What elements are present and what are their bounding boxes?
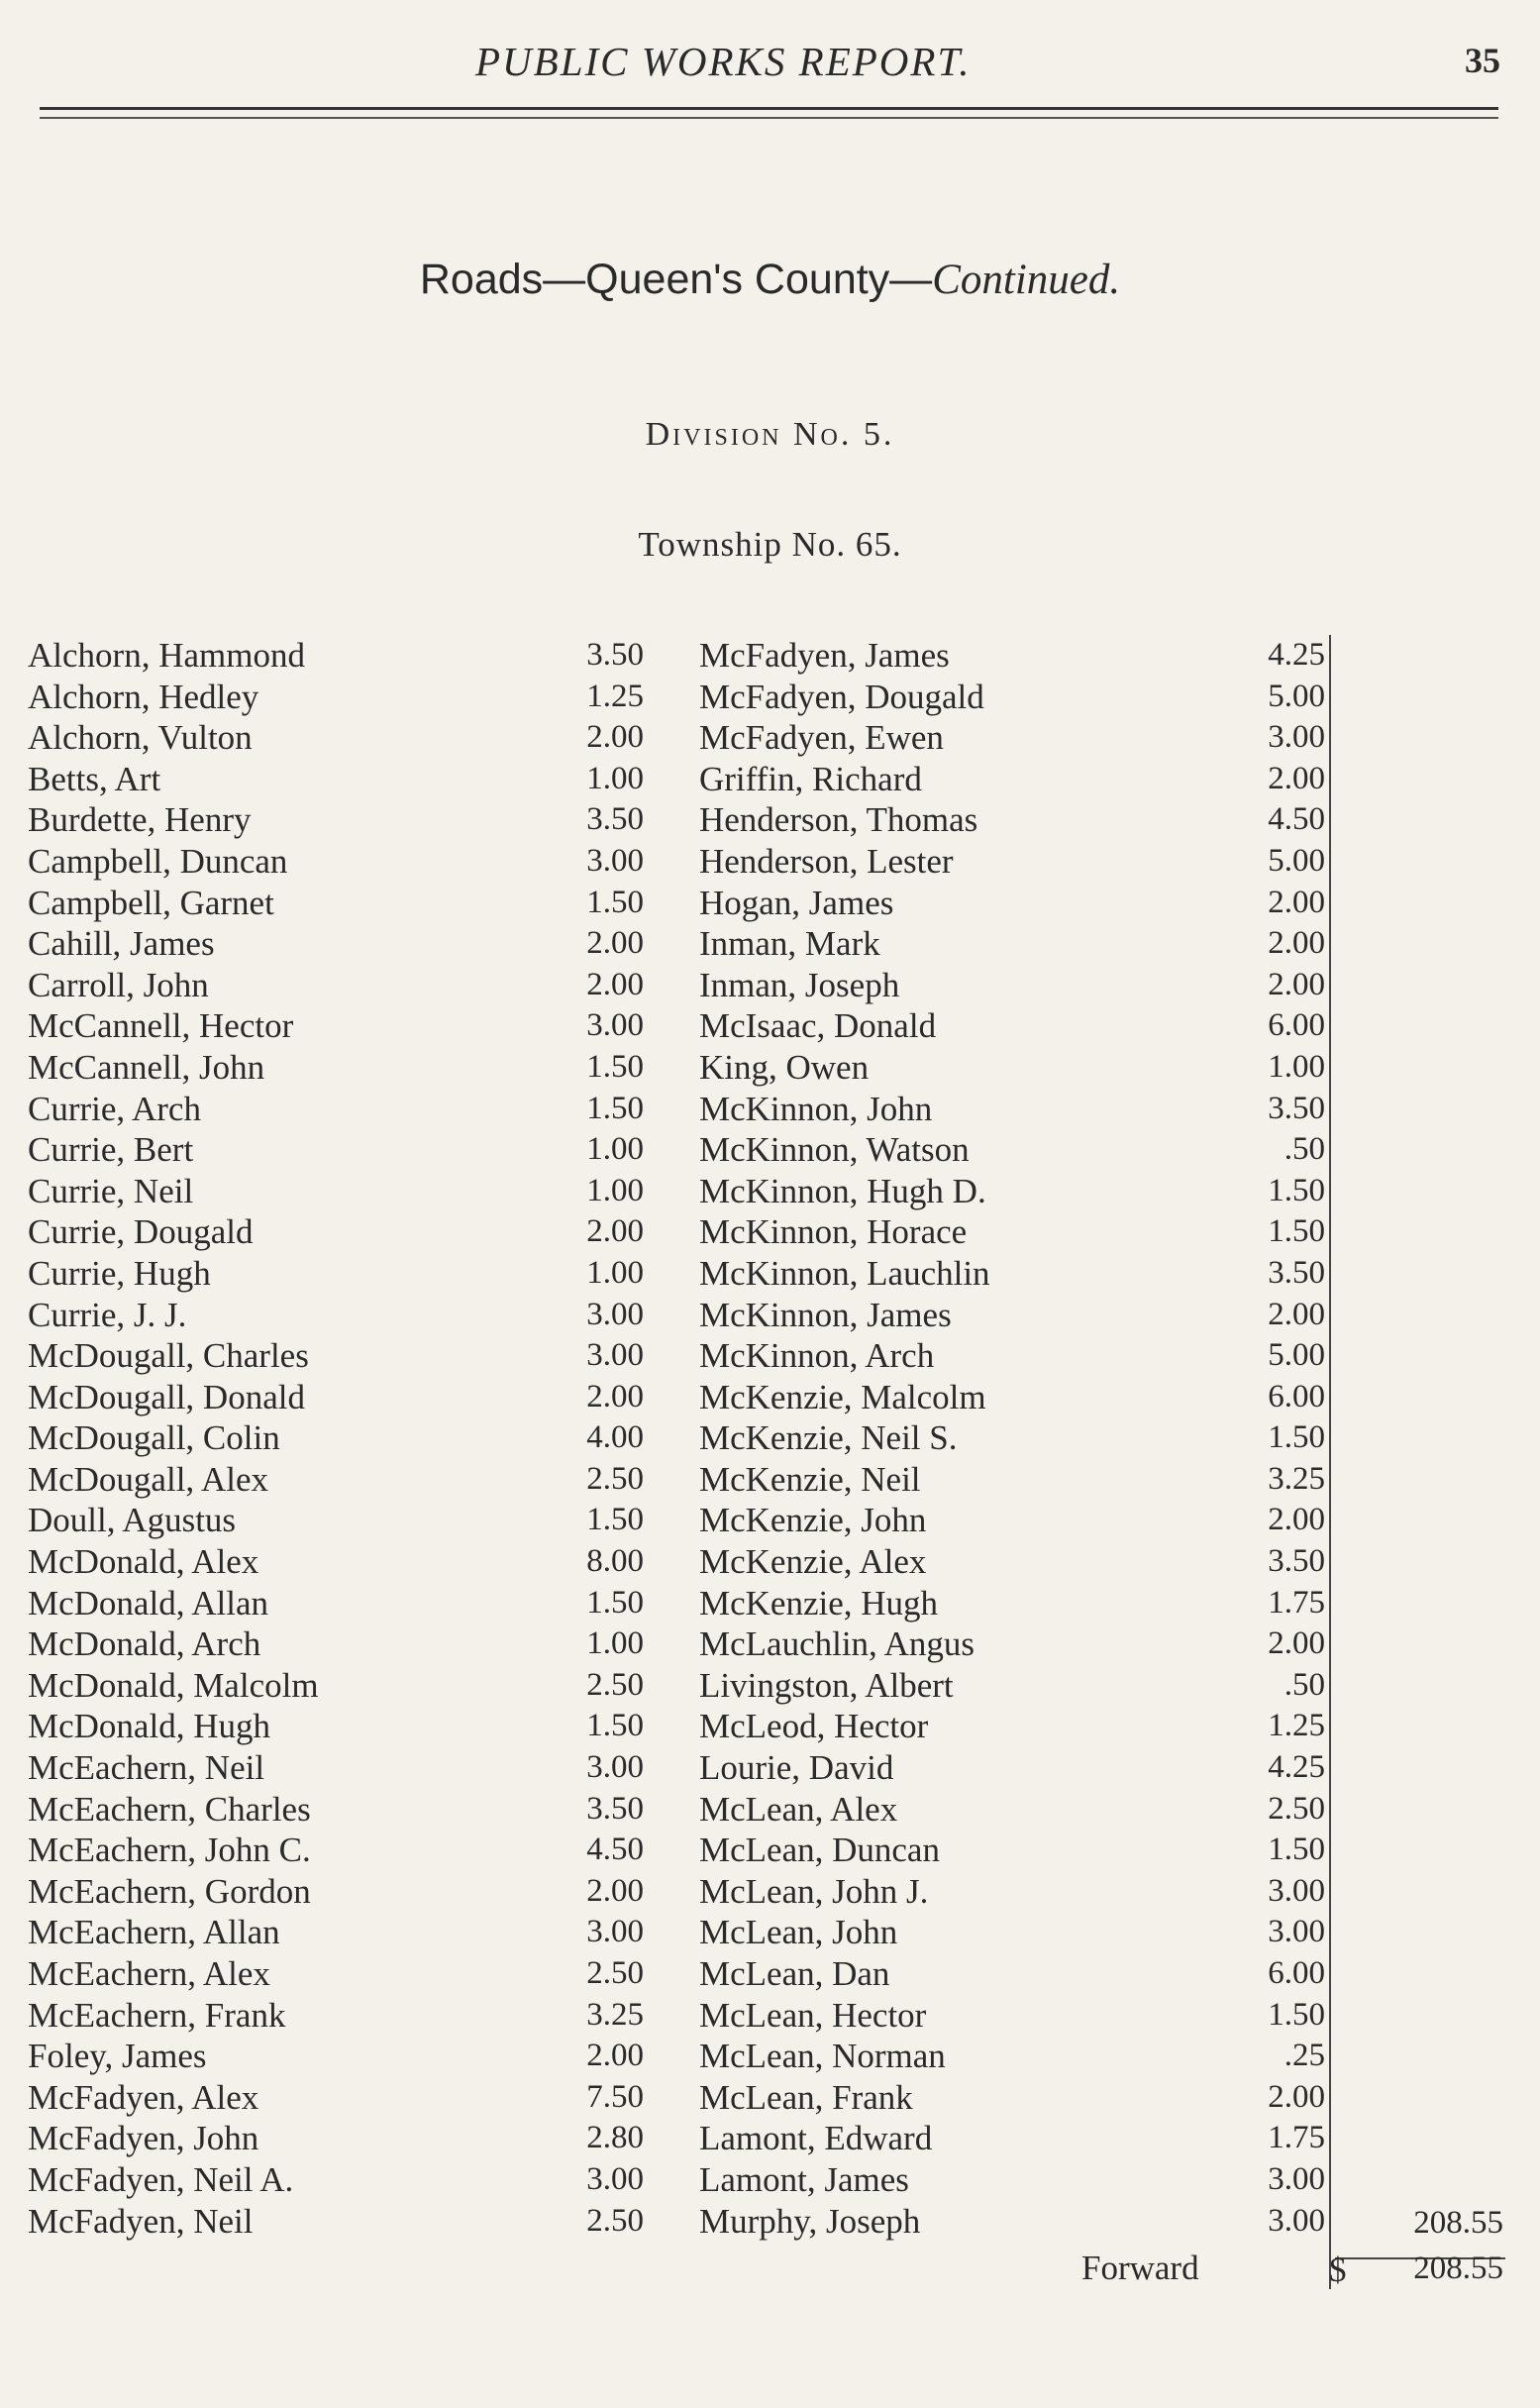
entry-amount: 3.50 <box>586 801 644 838</box>
entry-amount: 2.50 <box>1268 1790 1325 1827</box>
entry-amount: 1.00 <box>586 1254 644 1291</box>
entry-amount: 2.00 <box>1268 925 1325 962</box>
entry-name: Alchorn, Hedley <box>28 677 259 716</box>
entry-name: McKenzie, Hugh <box>699 1583 939 1623</box>
entry-amount: 3.00 <box>1268 1914 1325 1950</box>
entry-name: McKinnon, Horace <box>699 1212 968 1252</box>
entry-name: McEachern, John C. <box>28 1831 311 1870</box>
entry-name: McKenzie, Neil S. <box>699 1418 958 1458</box>
amount-column-rule <box>1329 635 1331 2289</box>
entry-amount: 5.00 <box>1268 842 1325 879</box>
entry-name: Inman, Mark <box>699 924 880 964</box>
entry-name: King, Owen <box>699 1047 870 1087</box>
section-title-main: Roads—Queen's County— <box>419 256 933 303</box>
entry-name: McFadyen, Neil <box>28 2201 254 2241</box>
entry-amount: 4.25 <box>1268 1749 1325 1786</box>
entry-name: Carroll, John <box>28 965 209 1004</box>
right-names-column <box>699 635 1254 2242</box>
entry-name: Currie, Neil <box>28 1171 194 1210</box>
entry-amount: 4.50 <box>1268 801 1325 838</box>
forward-label: Forward <box>1081 2249 1199 2287</box>
entry-amount: 1.50 <box>586 1090 644 1126</box>
entry-name: McLauchlin, Angus <box>699 1624 975 1664</box>
entry-amount: 5.00 <box>1268 678 1325 714</box>
entry-amount: 3.25 <box>586 1996 644 2033</box>
division-heading: Division No. 5. <box>645 416 895 453</box>
entry-name: Currie, Bert <box>28 1130 194 1170</box>
entry-amount: 2.80 <box>586 2120 644 2156</box>
entry-amount: 1.00 <box>586 760 644 796</box>
entry-amount: 6.00 <box>1268 1007 1325 1044</box>
entry-name: McLean, Norman <box>699 2037 946 2076</box>
entry-amount: 3.50 <box>586 1790 644 1827</box>
entry-name: McDonald, Malcolm <box>28 1665 319 1705</box>
entry-name: McKenzie, Malcolm <box>699 1377 986 1416</box>
entry-name: McEachern, Allan <box>28 1913 280 1952</box>
entry-name: McFadyen, Alex <box>28 2077 259 2117</box>
left-names-column <box>28 635 543 2242</box>
entry-name: McKinnon, James <box>699 1295 952 1334</box>
entry-name: McLean, Hector <box>699 1995 927 2035</box>
entry-amount: 4.00 <box>586 1419 644 1456</box>
entry-name: McLean, Dan <box>699 1954 890 1993</box>
entry-amount: 1.00 <box>586 1625 644 1662</box>
entry-name: McDonald, Allan <box>28 1583 269 1623</box>
entry-name: Currie, Arch <box>28 1089 201 1128</box>
entry-amount: 2.00 <box>1268 1502 1325 1538</box>
entry-amount: 6.00 <box>1268 1378 1325 1414</box>
section-title-continued: Continued. <box>932 257 1121 303</box>
entry-amount: 2.00 <box>1268 966 1325 1002</box>
entry-amount: 1.50 <box>586 1708 644 1744</box>
entry-amount: 2.00 <box>1268 1296 1325 1332</box>
entry-amount: 2.50 <box>586 2202 644 2239</box>
entry-name: McEachern, Charles <box>28 1789 311 1829</box>
entry-name: Alchorn, Vulton <box>28 718 253 758</box>
entry-amount: 3.00 <box>1268 719 1325 756</box>
entry-name: McEachern, Neil <box>28 1748 265 1788</box>
entry-amount: 3.50 <box>1268 1543 1325 1580</box>
subtotal-amount: 208.55 <box>1413 2205 1503 2241</box>
entry-name: McDonald, Arch <box>28 1624 261 1664</box>
running-head <box>0 38 1540 97</box>
entry-amount: 3.50 <box>586 637 644 673</box>
entry-amount: 1.75 <box>1268 2120 1325 2156</box>
entry-name: Lamont, James <box>699 2159 909 2199</box>
left-amounts-column <box>555 635 644 2242</box>
entry-amount: 3.00 <box>1268 1872 1325 1909</box>
entry-amount: 3.00 <box>586 1007 644 1044</box>
entry-name: McKinnon, Arch <box>699 1336 935 1376</box>
entry-name: McDougall, Charles <box>28 1336 309 1376</box>
entry-name: McKenzie, Alex <box>699 1542 927 1582</box>
entry-name: Lourie, David <box>699 1748 894 1788</box>
section-title <box>0 256 1540 304</box>
entry-name: McKinnon, Watson <box>699 1130 970 1170</box>
entry-amount: 3.00 <box>1268 2160 1325 2197</box>
entry-amount: 2.00 <box>586 1213 644 1250</box>
entry-amount: 1.50 <box>1268 1832 1325 1868</box>
township-heading: Township No. 65. <box>638 525 902 564</box>
entry-amount: 3.00 <box>586 1337 644 1374</box>
entry-amount: 3.00 <box>1268 2202 1325 2239</box>
entry-amount: 3.00 <box>586 1749 644 1786</box>
entry-name: McLean, John J. <box>699 1871 929 1911</box>
entry-amount: 2.00 <box>1268 1625 1325 1662</box>
entry-amount: 3.00 <box>586 2160 644 2197</box>
entry-name: Doull, Agustus <box>28 1501 237 1540</box>
entry-amount: 7.50 <box>586 2078 644 2115</box>
entry-amount: 3.00 <box>586 842 644 879</box>
entry-name: McLean, Duncan <box>699 1831 940 1870</box>
right-amounts-column <box>1208 635 1325 2242</box>
header-rule-secondary <box>40 117 1498 119</box>
entry-name: Burdette, Henry <box>28 800 252 840</box>
entry-amount: 3.00 <box>586 1296 644 1332</box>
entry-name: McFadyen, Ewen <box>699 718 944 758</box>
entry-name: McLean, Frank <box>699 2077 913 2117</box>
entry-amount: 1.25 <box>1268 1708 1325 1744</box>
entry-amount: 1.00 <box>586 1172 644 1208</box>
entry-name: Cahill, James <box>28 924 215 964</box>
currency-symbol: $ <box>1329 2251 1347 2289</box>
entry-amount: 1.50 <box>1268 1213 1325 1250</box>
entry-amount: 3.50 <box>1268 1254 1325 1291</box>
entry-name: Griffin, Richard <box>699 759 922 798</box>
entry-amount: 2.00 <box>1268 760 1325 796</box>
entry-amount: 8.00 <box>586 1543 644 1580</box>
entry-amount: 1.50 <box>1268 1996 1325 2033</box>
entry-name: McKenzie, John <box>699 1501 927 1540</box>
entry-name: McEachern, Gordon <box>28 1871 311 1911</box>
entry-amount: 2.00 <box>586 966 644 1002</box>
entry-amount: 2.00 <box>586 719 644 756</box>
entry-amount: 6.00 <box>1268 1955 1325 1991</box>
entry-amount: 1.50 <box>1268 1419 1325 1456</box>
entry-name: McDonald, Hugh <box>28 1707 270 1746</box>
entry-amount: 2.00 <box>586 1872 644 1909</box>
entry-name: McKinnon, Lauchlin <box>699 1253 990 1293</box>
entry-amount: 2.00 <box>586 1378 644 1414</box>
entry-name: Foley, James <box>28 2037 207 2076</box>
entry-amount: .50 <box>1283 1131 1325 1168</box>
forward-amount: 208.55 <box>1413 2251 1503 2286</box>
entry-name: McLean, Alex <box>699 1789 898 1829</box>
entry-name: McKenzie, Neil <box>699 1459 921 1499</box>
entry-name: McCannell, John <box>28 1047 265 1087</box>
entry-name: McEachern, Alex <box>28 1954 270 1993</box>
entry-name: McKinnon, Hugh D. <box>699 1171 986 1210</box>
entry-name: Currie, Hugh <box>28 1253 211 1293</box>
entry-amount: 1.50 <box>586 1502 644 1538</box>
entry-amount: 1.50 <box>586 884 644 920</box>
entry-amount: 2.50 <box>586 1666 644 1703</box>
entry-amount: 2.00 <box>1268 884 1325 920</box>
entry-amount: 1.75 <box>1268 1584 1325 1621</box>
entry-name: Livingston, Albert <box>699 1665 954 1705</box>
entry-name: Currie, Dougald <box>28 1212 254 1252</box>
entry-name: Murphy, Joseph <box>699 2201 921 2241</box>
entry-amount: 3.25 <box>1268 1460 1325 1497</box>
entry-amount: 2.00 <box>586 2038 644 2074</box>
entry-name: McKinnon, John <box>699 1089 933 1128</box>
entry-amount: 1.50 <box>1268 1172 1325 1208</box>
entry-name: Lamont, Edward <box>699 2119 933 2158</box>
entry-amount: 3.00 <box>586 1914 644 1950</box>
entry-amount: 5.00 <box>1268 1337 1325 1374</box>
entry-name: Campbell, Duncan <box>28 841 288 881</box>
entry-name: McFadyen, James <box>699 636 950 675</box>
entry-name: McFadyen, Dougald <box>699 677 984 716</box>
entry-amount: 2.50 <box>586 1955 644 1991</box>
entry-name: Alchorn, Hammond <box>28 636 305 675</box>
entry-amount: 2.50 <box>586 1460 644 1497</box>
entry-name: Inman, Joseph <box>699 965 900 1004</box>
entry-name: Campbell, Garnet <box>28 883 274 922</box>
entry-name: McEachern, Frank <box>28 1995 286 2035</box>
entry-amount: 2.00 <box>586 925 644 962</box>
entry-amount: 2.00 <box>1268 2078 1325 2115</box>
header-rule <box>40 107 1498 110</box>
entry-name: McFadyen, Neil A. <box>28 2159 294 2199</box>
entry-amount: 4.25 <box>1268 637 1325 673</box>
entry-name: McCannell, Hector <box>28 1006 294 1046</box>
entry-amount: 1.50 <box>586 1048 644 1085</box>
entry-amount: 1.00 <box>586 1131 644 1168</box>
entry-name: Henderson, Lester <box>699 841 954 881</box>
entry-name: McDougall, Colin <box>28 1418 280 1458</box>
entry-name: Betts, Art <box>28 759 161 798</box>
entry-name: Hogan, James <box>699 883 894 922</box>
entry-amount: 1.25 <box>586 678 644 714</box>
entry-amount: .25 <box>1283 2038 1325 2074</box>
entry-amount: 4.50 <box>586 1832 644 1868</box>
entry-amount: 1.50 <box>586 1584 644 1621</box>
entry-name: McDougall, Alex <box>28 1459 269 1499</box>
entry-amount: 1.00 <box>1268 1048 1325 1085</box>
entry-name: Currie, J. J. <box>28 1295 187 1334</box>
entry-name: McDonald, Alex <box>28 1542 259 1582</box>
entry-name: McDougall, Donald <box>28 1377 305 1416</box>
entry-name: McLeod, Hector <box>699 1707 929 1746</box>
entry-amount: .50 <box>1283 1666 1325 1703</box>
entry-name: Henderson, Thomas <box>699 800 978 840</box>
entry-name: McIsaac, Donald <box>699 1006 937 1046</box>
entry-amount: 3.50 <box>1268 1090 1325 1126</box>
running-title: PUBLIC WORKS REPORT. <box>475 39 972 84</box>
entry-name: McLean, John <box>699 1913 898 1952</box>
entry-name: McFadyen, John <box>28 2119 259 2158</box>
page-number: 35 <box>1465 41 1500 80</box>
